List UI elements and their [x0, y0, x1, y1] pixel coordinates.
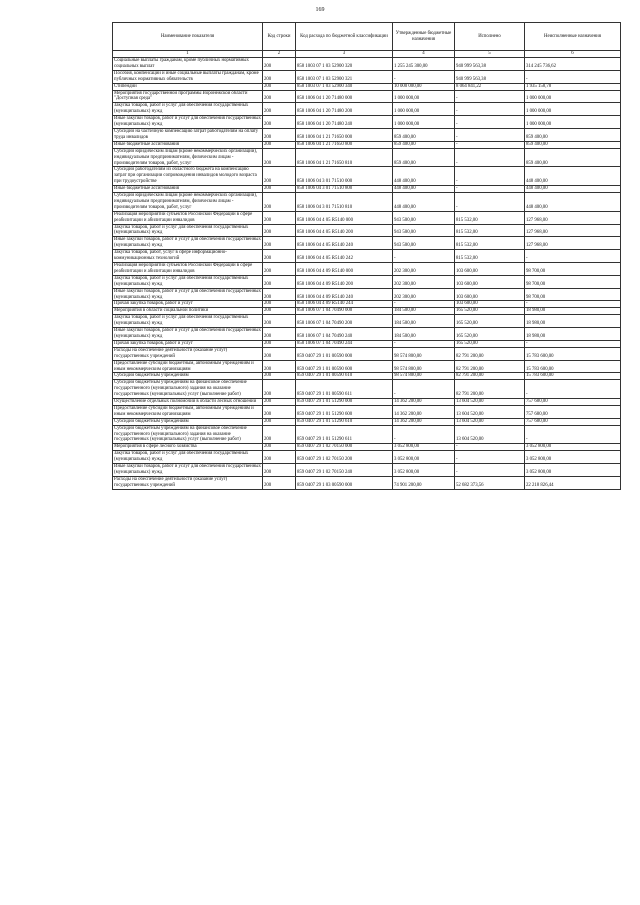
remaining-amount-cell: 15 783 600,00	[525, 360, 621, 373]
remaining-amount-cell: 1 000 000,00	[525, 116, 621, 129]
line-code-cell: 200	[263, 167, 296, 186]
table-row	[113, 103, 621, 116]
indicator-name-cell: Прочая закупка товаров, работ и услуг	[113, 301, 263, 308]
executed-amount-cell: -	[455, 167, 525, 186]
indicator-name-cell: Мероприятия в области социальной политики	[113, 308, 263, 315]
indicator-name-cell: Субсидии бюджетным учреждениям	[113, 373, 263, 380]
header-budget-classification: Код расхода по бюджетной классификации	[296, 23, 393, 51]
indicator-name-cell: Субсидии на частичную компенсацию затрат работодателям на оплату труда инвалидов	[113, 128, 263, 141]
table-row	[113, 373, 621, 380]
executed-amount-cell: 815 532,00	[455, 224, 525, 237]
line-code-cell: 200	[263, 360, 296, 373]
executed-amount-cell: -	[455, 464, 525, 477]
remaining-amount-cell: 757 680,00	[525, 399, 621, 406]
table-row	[113, 58, 621, 71]
approved-amount-cell: 859 400,00	[393, 128, 455, 141]
budget-code-cell: 859 0407 29 1 02 70150 000	[296, 444, 393, 451]
line-code-cell: 200	[263, 103, 296, 116]
approved-amount-cell: 184 500,00	[393, 328, 455, 341]
approved-amount-cell: -	[393, 340, 455, 347]
indicator-name-cell: Предоставление субсидий бюджетным, автономным учреждениям и иным некоммерческим организациям	[113, 405, 263, 418]
line-code-cell: 200	[263, 224, 296, 237]
indicator-name-cell: Иные закупки товаров, работ и услуг для обеспечения государственных (муниципальных) нужд	[114, 288, 261, 300]
indicator-name-cell: Расходы на обеспечение деятельности (оказание услуг) государственных учреждений	[113, 347, 263, 360]
budget-code-cell: 859 0407 29 1 02 70150 200	[296, 451, 393, 464]
approved-amount-cell: 448 400,00	[393, 186, 455, 193]
table-row	[113, 444, 621, 451]
table-row	[113, 464, 621, 477]
approved-amount-cell: 184 500,00	[393, 315, 455, 328]
remaining-amount-cell: 127 968,00	[525, 237, 621, 250]
table-header-row	[113, 23, 621, 51]
indicator-name-cell: Субсидии юридическим лицам (кроме некоммерческих организаций), индивидуальным предпринимателям, физическим лицам - производителям товаров, работ, услуг	[113, 193, 263, 212]
table-row	[113, 425, 621, 444]
budget-code-cell: 858 1006 07 1 04 70490 000	[296, 308, 393, 315]
table-row	[113, 193, 621, 212]
remaining-amount-cell: 3 052 800,00	[525, 464, 621, 477]
column-number: 4	[393, 51, 455, 58]
line-code-cell: 200	[263, 308, 296, 315]
budget-code-cell: 858 1006 07 1 04 70490 244	[296, 340, 393, 347]
budget-code-cell: 859 0407 29 1 01 00590 000	[296, 347, 393, 360]
budget-code-cell: 858 1006 04 4 05 R5140 240	[296, 237, 393, 250]
remaining-amount-cell: 448 400,00	[525, 186, 621, 193]
approved-amount-cell: 14 362 200,00	[393, 418, 455, 425]
table-row	[113, 148, 621, 167]
remaining-amount-cell: 18 980,00	[525, 328, 621, 341]
table-row	[113, 288, 621, 301]
budget-code-cell: 858 1006 07 1 04 70490 200	[296, 315, 393, 328]
executed-amount-cell: 940 999 563,38	[455, 70, 525, 83]
executed-amount-cell: 165 520,00	[455, 328, 525, 341]
table-row	[113, 405, 621, 418]
line-code-cell: 200	[263, 315, 296, 328]
budget-code-cell: 858 1006 04 1 21 71650 810	[296, 148, 393, 167]
budget-code-cell: 858 1003 07 1 03 52900 320	[296, 58, 393, 71]
approved-amount-cell: 10 000 000,00	[393, 83, 455, 90]
executed-amount-cell: 13 604 520,00	[455, 399, 525, 406]
budget-code-cell: 858 1006 04 4 09 R5140 200	[296, 275, 393, 288]
approved-amount-cell: 943 500,00	[393, 224, 455, 237]
approved-amount-cell: 1 000 000,00	[393, 90, 455, 103]
executed-amount-cell: 165 520,00	[455, 308, 525, 315]
line-code-cell: 200	[263, 476, 296, 489]
line-code-cell: 200	[263, 237, 296, 250]
executed-amount-cell: 103 600,00	[455, 263, 525, 276]
executed-amount-cell: 940 999 563,38	[455, 58, 525, 71]
page-number: 169	[315, 7, 325, 13]
indicator-name-cell: Стипендии	[113, 83, 263, 90]
header-indicator-name: Наименование показателя	[113, 23, 263, 51]
table-row	[113, 315, 621, 328]
remaining-amount-cell: -	[525, 70, 621, 83]
executed-amount-cell: 103 600,00	[455, 301, 525, 308]
executed-amount-cell: 52 682 373,56	[455, 476, 525, 489]
table-row	[113, 308, 621, 315]
line-code-cell: 200	[263, 83, 296, 90]
table-row	[113, 275, 621, 288]
remaining-amount-cell: -	[525, 250, 621, 263]
line-code-cell: 200	[263, 451, 296, 464]
header-line-code: Код строки	[263, 23, 296, 51]
remaining-amount-cell: 18 980,00	[525, 315, 621, 328]
line-code-cell: 200	[263, 288, 296, 301]
column-number: 6	[525, 51, 621, 58]
remaining-amount-cell: 859 400,00	[525, 128, 621, 141]
indicator-name-cell: Осуществление отдельных полномочий в области лесных отношений	[113, 399, 263, 406]
approved-amount-cell: 98 574 800,00	[393, 373, 455, 380]
executed-amount-cell: -	[455, 103, 525, 116]
table-row	[113, 399, 621, 406]
approved-amount-cell: 184 500,00	[393, 308, 455, 315]
indicator-name-cell: Иные бюджетные ассигнования	[113, 141, 263, 148]
budget-code-cell: 859 0407 29 1 03 00590 000	[296, 476, 393, 489]
remaining-amount-cell: 3 052 800,00	[525, 444, 621, 451]
remaining-amount-cell: 127 968,00	[525, 211, 621, 224]
approved-amount-cell: 98 574 800,00	[393, 347, 455, 360]
budget-code-cell: 858 1006 04 1 20 71480 240	[296, 116, 393, 129]
executed-amount-cell: 815 532,00	[455, 250, 525, 263]
budget-code-cell: 858 1006 04 4 09 R5140 240	[296, 288, 393, 301]
table-row	[113, 380, 621, 399]
line-code-cell: 200	[263, 186, 296, 193]
remaining-amount-cell: -	[525, 425, 621, 444]
executed-amount-cell: 13 604 520,00	[455, 418, 525, 425]
budget-code-cell: 859 0407 29 1 01 51290 000	[296, 399, 393, 406]
indicator-name-cell: Иные бюджетные ассигнования	[113, 186, 263, 193]
budget-code-cell: 858 1006 04 4 05 R5140 200	[296, 224, 393, 237]
approved-amount-cell: 943 500,00	[393, 211, 455, 224]
column-number: 2	[263, 51, 296, 58]
executed-amount-cell: 165 520,00	[455, 315, 525, 328]
table-row	[113, 90, 621, 103]
budget-code-cell: 859 0407 29 1 02 70150 240	[296, 464, 393, 477]
column-number-row	[113, 51, 621, 58]
remaining-amount-cell: 859 400,00	[525, 148, 621, 167]
remaining-amount-cell: 3 052 800,00	[525, 451, 621, 464]
executed-amount-cell: -	[455, 141, 525, 148]
indicator-name-cell: Субсидии работодателям из областного бюджета на компенсацию затрат при организации сопровождения инвалидов молодого возраста при трудоустройстве	[113, 167, 263, 186]
executed-amount-cell: -	[455, 186, 525, 193]
budget-code-cell: 858 1006 04 1 20 71480 200	[296, 103, 393, 116]
executed-amount-cell: 82 791 200,00	[455, 380, 525, 399]
approved-amount-cell: -	[393, 425, 455, 444]
remaining-amount-cell: -	[525, 340, 621, 347]
approved-amount-cell: 202 300,00	[393, 263, 455, 276]
indicator-name-cell: Прочая закупка товаров, работ и услуг	[113, 340, 263, 347]
remaining-amount-cell: 757 680,00	[525, 418, 621, 425]
line-code-cell: 200	[263, 128, 296, 141]
table-row	[113, 347, 621, 360]
remaining-amount-cell: 314 245 736,62	[525, 58, 621, 71]
indicator-name-cell: Субсидии бюджетным учреждениям	[113, 418, 263, 425]
line-code-cell: 200	[263, 90, 296, 103]
line-code-cell: 200	[263, 380, 296, 399]
remaining-amount-cell: 448 400,00	[525, 167, 621, 186]
executed-amount-cell: -	[455, 128, 525, 141]
approved-amount-cell: 14 362 200,00	[393, 399, 455, 406]
budget-code-cell: 859 0407 29 1 01 00590 610	[296, 373, 393, 380]
approved-amount-cell: 202 300,00	[393, 288, 455, 301]
executed-amount-cell: 13 604 520,00	[455, 425, 525, 444]
table-row	[113, 418, 621, 425]
approved-amount-cell: 202 300,00	[393, 275, 455, 288]
executed-amount-cell: -	[455, 148, 525, 167]
indicator-name-cell: Реализация мероприятий субъектов Российской Федерации в сфере реабилитации и абилитации инвалидов	[113, 211, 263, 224]
line-code-cell: 200	[263, 444, 296, 451]
indicator-name-cell: Закупка товаров, работ и услуг для обеспечения государственных (муниципальных) нужд	[113, 315, 263, 328]
approved-amount-cell: -	[393, 301, 455, 308]
budget-code-cell: 858 1006 04 3 01 71510 810	[296, 193, 393, 212]
approved-amount-cell: 3 052 800,00	[393, 444, 455, 451]
table-row	[113, 263, 621, 276]
budget-code-cell: 858 1006 04 3 01 71510 800	[296, 186, 393, 193]
budget-code-cell: 858 1003 07 1 03 52900 340	[296, 83, 393, 90]
table-row	[113, 211, 621, 224]
line-code-cell: 200	[263, 425, 296, 444]
table-row	[113, 128, 621, 141]
line-code-cell: 200	[263, 58, 296, 71]
indicator-name-cell: Субсидии юридическим лицам (кроме некоммерческих организаций), индивидуальным предпринимателям, физическим лицам - производителям товаров, работ, услуг	[113, 148, 263, 167]
table-row	[113, 340, 621, 347]
header-approved: Утвержденные бюджетные назначения	[393, 23, 455, 51]
indicator-name-cell: Пособия, компенсации и иные социальные выплаты гражданам, кроме публичных нормативных обязательств	[113, 70, 263, 83]
remaining-amount-cell: -	[525, 301, 621, 308]
indicator-name-cell: Иные закупки товаров, работ и услуг для обеспечения государственных (муниципальных) нужд	[114, 464, 261, 475]
executed-amount-cell: -	[455, 444, 525, 451]
executed-amount-cell: 815 532,00	[455, 237, 525, 250]
remaining-amount-cell: 127 968,00	[525, 224, 621, 237]
line-code-cell: 200	[263, 263, 296, 276]
line-code-cell: 200	[263, 464, 296, 477]
budget-code-cell: 859 0407 29 1 01 51290 610	[296, 418, 393, 425]
table-row	[113, 237, 621, 250]
budget-code-cell: 858 1003 07 1 03 52900 321	[296, 70, 393, 83]
table-row	[113, 476, 621, 489]
remaining-amount-cell: 18 980,00	[525, 308, 621, 315]
line-code-cell: 200	[263, 275, 296, 288]
indicator-name-cell: Реализация мероприятий субъектов Российской Федерации в сфере реабилитации и абилитации инвалидов	[113, 263, 263, 276]
executed-amount-cell: 103 600,00	[455, 275, 525, 288]
column-number: 1	[113, 51, 263, 58]
approved-amount-cell: 1 255 245 300,00	[393, 58, 455, 71]
approved-amount-cell: 859 400,00	[393, 141, 455, 148]
remaining-amount-cell: 757 680,00	[525, 405, 621, 418]
approved-amount-cell: 3 052 800,00	[393, 464, 455, 477]
indicator-name-cell: Закупка товаров, работ и услуг для обеспечения государственных (муниципальных) нужд	[113, 224, 263, 237]
budget-code-cell: 858 1006 04 4 09 R5140 000	[296, 263, 393, 276]
line-code-cell: 200	[263, 405, 296, 418]
executed-amount-cell: 8 064 841,22	[455, 83, 525, 90]
line-code-cell: 200	[263, 116, 296, 129]
indicator-name-cell: Закупка товаров, работ и услуг для обеспечения государственных (муниципальных) нужд	[113, 451, 263, 464]
line-code-cell: 200	[263, 141, 296, 148]
remaining-amount-cell: 1 000 000,00	[525, 103, 621, 116]
indicator-name-cell: Иные закупки товаров, работ и услуг для обеспечения государственных (муниципальных) нужд	[114, 116, 261, 128]
executed-amount-cell: 82 791 200,00	[455, 360, 525, 373]
remaining-amount-cell: -	[525, 380, 621, 399]
line-code-cell: 200	[263, 70, 296, 83]
line-code-cell: 200	[263, 301, 296, 308]
indicator-name-cell: Социальные выплаты гражданам, кроме публичных нормативных социальных выплат	[113, 58, 263, 71]
budget-code-cell: 858 1006 04 3 01 71510 000	[296, 167, 393, 186]
table-row	[113, 250, 621, 263]
line-code-cell: 200	[263, 211, 296, 224]
header-remaining: Неисполненные назначения	[525, 23, 621, 51]
approved-amount-cell: -	[393, 70, 455, 83]
line-code-cell: 200	[263, 328, 296, 341]
table-row	[113, 141, 621, 148]
approved-amount-cell: -	[393, 250, 455, 263]
indicator-name-cell: Закупка товаров, работ и услуг для обеспечения государственных (муниципальных) нужд	[113, 103, 263, 116]
executed-amount-cell: -	[455, 116, 525, 129]
approved-amount-cell: 3 052 800,00	[393, 451, 455, 464]
budget-code-cell: 858 1006 04 4 05 R5140 242	[296, 250, 393, 263]
budget-code-cell: 858 1006 04 4 05 R5140 000	[296, 211, 393, 224]
remaining-amount-cell: 98 700,00	[525, 263, 621, 276]
remaining-amount-cell: 448 400,00	[525, 193, 621, 212]
executed-amount-cell: 103 600,00	[455, 288, 525, 301]
line-code-cell: 200	[263, 373, 296, 380]
budget-code-cell: 858 1006 07 1 04 70490 240	[296, 328, 393, 341]
approved-amount-cell: 74 901 200,00	[393, 476, 455, 489]
remaining-amount-cell: 15 783 600,00	[525, 373, 621, 380]
budget-code-cell: 858 1006 04 1 21 71650 000	[296, 128, 393, 141]
budget-code-cell: 858 1006 04 4 09 R5140 244	[296, 301, 393, 308]
table-row	[113, 83, 621, 90]
indicator-name-cell: Закупка товаров, работ, услуг в сфере информационно-коммуникационных технологий	[113, 250, 263, 263]
remaining-amount-cell: 1 000 000,00	[525, 90, 621, 103]
executed-amount-cell: 82 791 200,00	[455, 373, 525, 380]
approved-amount-cell: 448 400,00	[393, 193, 455, 212]
indicator-name-cell: Предоставление субсидий бюджетным, автономным учреждениям и иным некоммерческим организациям	[113, 360, 263, 373]
budget-code-cell: 858 1006 04 1 20 71480 000	[296, 90, 393, 103]
line-code-cell: 200	[263, 250, 296, 263]
remaining-amount-cell: 15 783 600,00	[525, 347, 621, 360]
indicator-name-cell: Иные закупки товаров, работ и услуг для обеспечения государственных (муниципальных) нужд	[114, 237, 261, 249]
remaining-amount-cell: 1 935 158,78	[525, 83, 621, 90]
budget-code-cell: 859 0407 29 1 01 51290 600	[296, 405, 393, 418]
approved-amount-cell: -	[393, 380, 455, 399]
remaining-amount-cell: 98 700,00	[525, 288, 621, 301]
approved-amount-cell: 14 362 200,00	[393, 405, 455, 418]
line-code-cell: 200	[263, 148, 296, 167]
approved-amount-cell: 98 574 800,00	[393, 360, 455, 373]
table-row	[113, 301, 621, 308]
executed-amount-cell: 13 604 520,00	[455, 405, 525, 418]
budget-code-cell: 859 0407 29 1 01 00590 611	[296, 380, 393, 399]
executed-amount-cell: -	[455, 90, 525, 103]
remaining-amount-cell: 98 700,00	[525, 275, 621, 288]
line-code-cell: 200	[263, 399, 296, 406]
table-row	[113, 116, 621, 129]
line-code-cell: 200	[263, 193, 296, 212]
approved-amount-cell: 1 000 000,00	[393, 103, 455, 116]
executed-amount-cell: -	[455, 193, 525, 212]
column-number: 3	[296, 51, 393, 58]
table-row	[113, 70, 621, 83]
executed-amount-cell: 82 791 200,00	[455, 347, 525, 360]
indicator-name-cell: Мероприятия в сфере лесного хозяйства	[113, 444, 263, 451]
expenditure-table	[112, 22, 621, 490]
header-executed: Исполнено	[455, 23, 525, 51]
approved-amount-cell: 943 500,00	[393, 237, 455, 250]
line-code-cell: 200	[263, 418, 296, 425]
indicator-name-cell: Закупка товаров, работ и услуг для обеспечения государственных (муниципальных) нужд	[113, 275, 263, 288]
line-code-cell: 200	[263, 340, 296, 347]
indicator-name-cell: Субсидии бюджетным учреждениям на финансовое обеспечение государственного (муниципального) задания на оказание государственных (муниципальных) услуг (выполнение работ)	[113, 380, 263, 399]
approved-amount-cell: 448 400,00	[393, 167, 455, 186]
approved-amount-cell: 859 400,00	[393, 148, 455, 167]
budget-code-cell: 859 0407 29 1 01 51290 611	[296, 425, 393, 444]
executed-amount-cell: 815 532,00	[455, 211, 525, 224]
indicator-name-cell: Субсидии бюджетным учреждениям на финансовое обеспечение государственного (муниципального) задания на оказание государственных (муниципальных) услуг (выполнение работ)	[113, 425, 263, 444]
indicator-name-cell: Мероприятия государственной программы Воронежской области "Доступная среда"	[113, 90, 263, 103]
table-row	[113, 224, 621, 237]
table-row	[113, 360, 621, 373]
budget-code-cell: 858 1006 04 1 21 71650 800	[296, 141, 393, 148]
line-code-cell: 200	[263, 347, 296, 360]
executed-amount-cell: -	[455, 451, 525, 464]
table-row	[113, 328, 621, 341]
table-row	[113, 167, 621, 186]
table-row	[113, 451, 621, 464]
executed-amount-cell: 165 520,00	[455, 340, 525, 347]
budget-code-cell: 859 0407 29 1 01 00590 600	[296, 360, 393, 373]
approved-amount-cell: 1 000 000,00	[393, 116, 455, 129]
indicator-name-cell: Расходы на обеспечение деятельности (оказание услуг) государственных учреждений	[113, 476, 263, 489]
remaining-amount-cell: 22 218 826,44	[525, 476, 621, 489]
column-number: 5	[455, 51, 525, 58]
table-row	[113, 186, 621, 193]
indicator-name-cell: Иные закупки товаров, работ и услуг для обеспечения государственных (муниципальных) нужд	[114, 328, 261, 339]
remaining-amount-cell: 859 400,00	[525, 141, 621, 148]
